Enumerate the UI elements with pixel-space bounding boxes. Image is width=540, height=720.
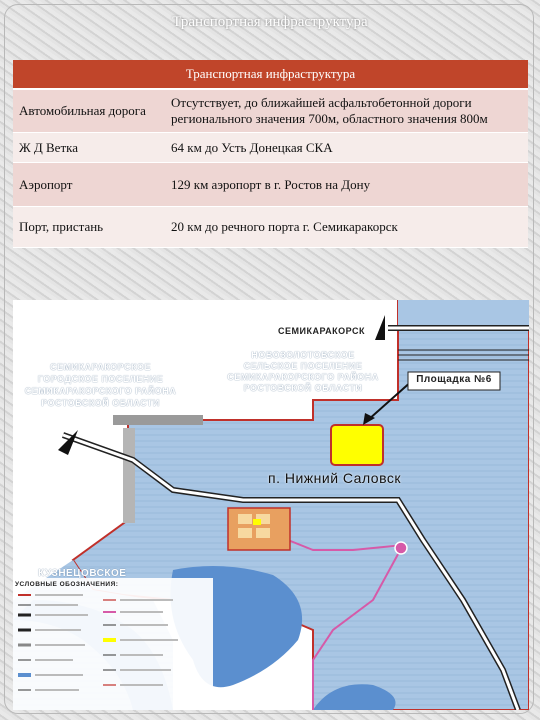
site-map [13,300,529,710]
village-block [238,528,252,538]
semi-label-4: РОСТОВСКОЙ ОБЛАСТИ [41,398,160,408]
village-label: п. Нижний Саловск [268,470,401,486]
semi-label-3: СЕМИКАРАКОРСКОГО РАЙОНА [24,386,177,396]
village-yellow [253,519,261,525]
map-strip [123,428,135,523]
kuzn-label: КУЗНЕЦОВСКОЕ [38,568,127,579]
row-name: Порт, пристань [13,207,165,248]
row-name: Ж Д Ветка [13,133,165,163]
site-6-marker [331,425,383,465]
row-name: Аэропорт [13,163,165,207]
row-value: Отсутствует, до ближайшей асфальтобетонной дороги регионального значения 700м, областного значения 800м [165,89,528,133]
semi-label-1: СЕМИКАРАКОРСКОЕ [50,362,151,372]
crossing-marker [395,542,407,554]
infrastructure-table [13,60,528,248]
slide-title: Транспортная инфраструктура [172,14,368,30]
table-header: Транспортная инфраструктура [13,60,528,89]
city-label: СЕМИКАРАКОРСК [278,326,365,336]
novo-label-3: СЕМИКАРАКОРСКОГО РАЙОНА [227,372,379,382]
village-block [256,528,270,538]
table-row [13,163,528,207]
semi-label-2: ГОРОДСКОЕ ПОСЕЛЕНИЕ [37,374,164,384]
novo-label-2: СЕЛЬСКОЕ ПОСЕЛЕНИЕ [243,361,363,371]
table-row [13,89,528,133]
table-header-row [13,60,528,89]
map-strip [113,415,203,425]
legend-title: УСЛОВНЫЕ ОБОЗНАЧЕНИЯ: [15,581,119,588]
table-row [13,207,528,248]
novo-label-1: НОВОЗОЛОТОВСКОЕ [251,350,355,360]
row-name: Автомобильная дорога [13,89,165,133]
village-block [238,514,252,524]
table-row [13,133,528,163]
row-value: 20 км до речного порта г. Семикаракорск [165,207,528,248]
row-value: 64 км до Усть Донецкая СКА [165,133,528,163]
row-value: 129 км аэропорт в г. Ростов на Дону [165,163,528,207]
site-label: Площадка №6 [416,374,492,385]
novo-label-4: РОСТОВСКОЙ ОБЛАСТИ [243,383,363,393]
